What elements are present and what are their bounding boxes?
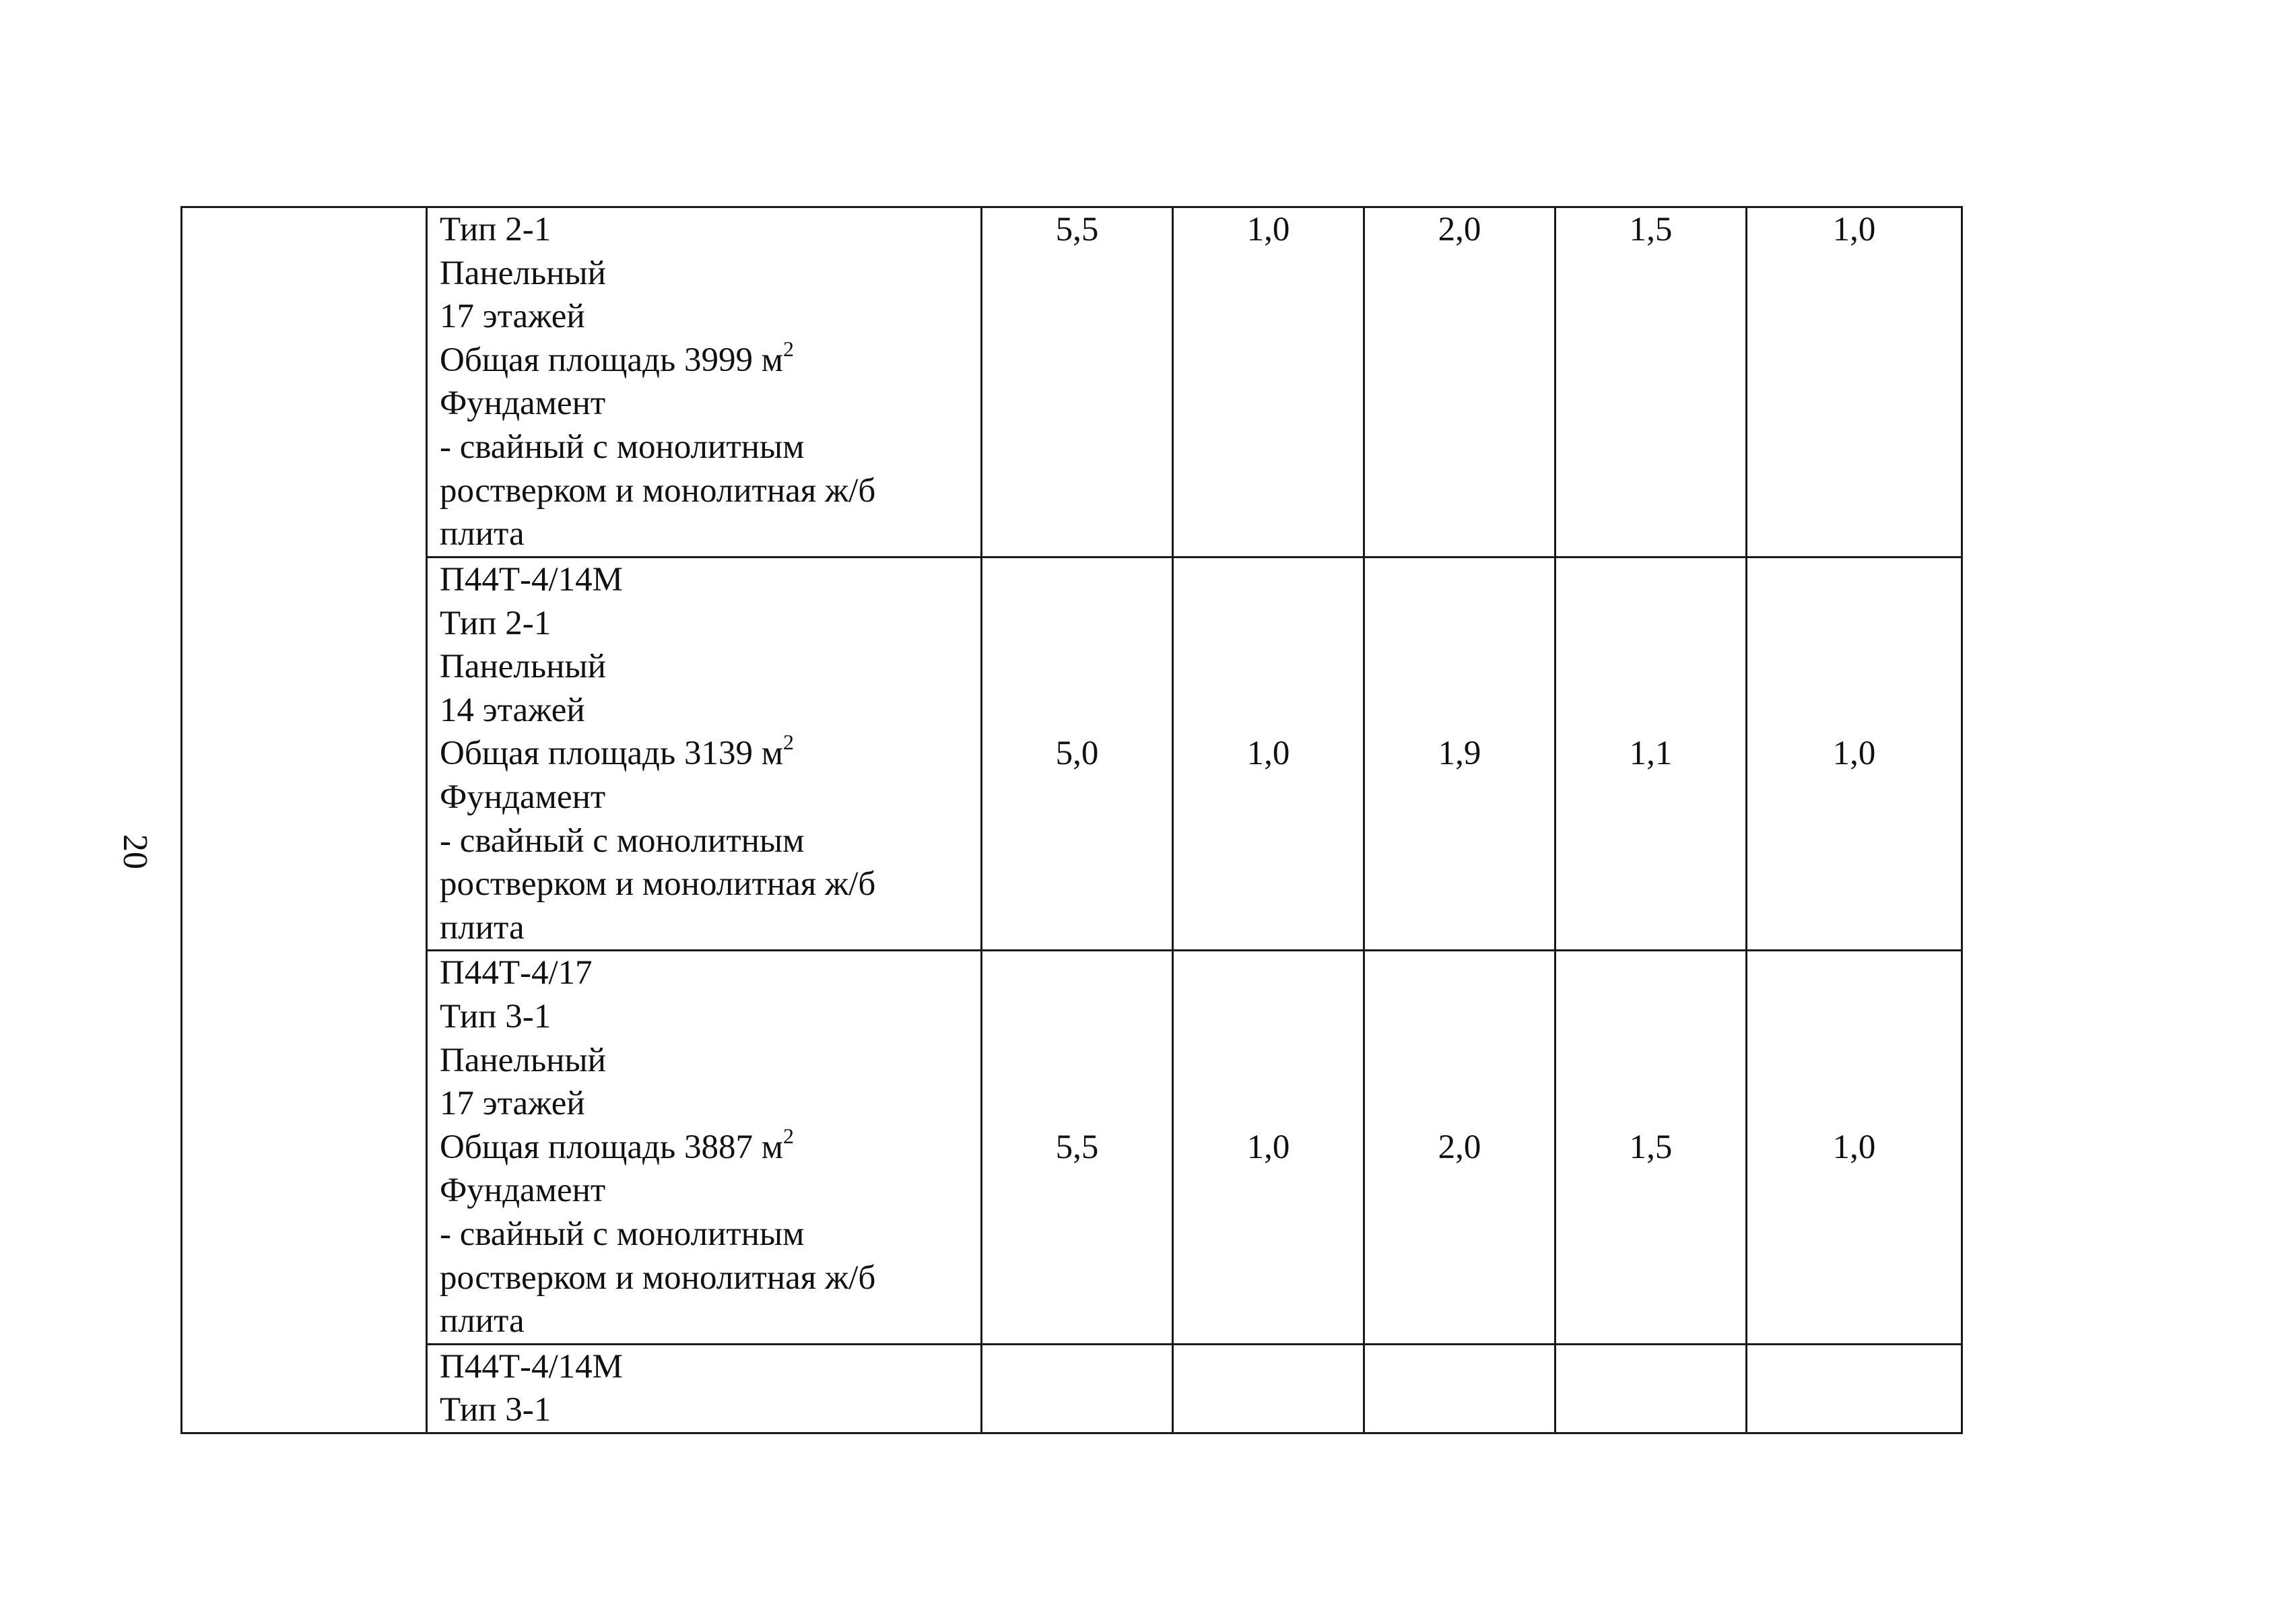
table-row [182,557,1962,951]
description-line: 17 этажей [440,1085,585,1123]
value-cell [1747,1344,1962,1433]
description-line: плита [440,515,525,553]
area-line [440,732,975,776]
value-cell [1555,1344,1747,1433]
area-text: Общая площадь 3999 м [440,341,784,379]
table-row [182,1344,1962,1433]
table-row [182,207,1962,557]
description-line: П44Т-4/14М [440,1347,623,1386]
building-description [427,207,982,557]
description-line: Фундамент [440,1172,606,1210]
value-cell: 1,9 [1364,557,1555,951]
description-line: П44Т-4/17 [440,954,593,992]
value-cell: 1,5 [1555,951,1747,1344]
description-line: ростверком и монолитная ж/б [440,1258,876,1297]
value-cell: 1,0 [1173,207,1364,557]
description-line: - свайный с монолитным [440,1215,805,1253]
building-description [427,951,982,1344]
description-line: Тип 2-1 [440,604,551,642]
description-line: - свайный с монолитным [440,821,805,860]
description-line: ростверком и монолитная ж/б [440,865,876,904]
description-line: - свайный с монолитным [440,428,805,466]
description-line: Фундамент [440,384,606,423]
value-cell: 2,0 [1364,951,1555,1344]
value-cell: 1,1 [1555,557,1747,951]
building-types-table [180,206,1963,1434]
area-text: Общая площадь 3887 м [440,1128,784,1166]
description-line: Тип 3-1 [440,1391,551,1429]
table-row [182,951,1962,1344]
value-cell [1364,1344,1555,1433]
value-cell: 1,0 [1747,557,1962,951]
description-line: плита [440,908,525,947]
description-line: плита [440,1302,525,1341]
area-unit-superscript: 2 [783,1123,795,1148]
description-line: Панельный [440,648,606,686]
description-line: Тип 3-1 [440,997,551,1036]
value-cell: 1,5 [1555,207,1747,557]
empty-category-cell [182,207,427,1433]
description-line: ростверком и монолитная ж/б [440,471,876,510]
page-number: 20 [116,834,154,869]
area-text: Общая площадь 3139 м [440,735,784,773]
value-cell: 1,0 [1173,951,1364,1344]
area-line [440,336,975,382]
area-unit-superscript: 2 [783,730,795,755]
value-cell: 5,5 [982,207,1173,557]
value-cell: 1,0 [1747,951,1962,1344]
value-cell: 1,0 [1747,207,1962,557]
description-line: Тип 2-1 [440,211,551,248]
value-cell [982,1344,1173,1433]
building-description [427,1344,982,1433]
description-line: 17 этажей [440,298,585,336]
description-line: 14 этажей [440,691,585,729]
value-cell [1173,1344,1364,1433]
value-cell: 5,0 [982,557,1173,951]
area-line [440,1123,975,1170]
description-line: Фундамент [440,778,606,816]
building-description [427,557,982,951]
value-cell: 2,0 [1364,207,1555,557]
value-cell: 5,5 [982,951,1173,1344]
description-line: Панельный [440,1041,606,1079]
area-unit-superscript: 2 [783,336,795,361]
description-line: Панельный [440,254,606,292]
value-cell: 1,0 [1173,557,1364,951]
description-line: П44Т-4/14М [440,561,623,599]
